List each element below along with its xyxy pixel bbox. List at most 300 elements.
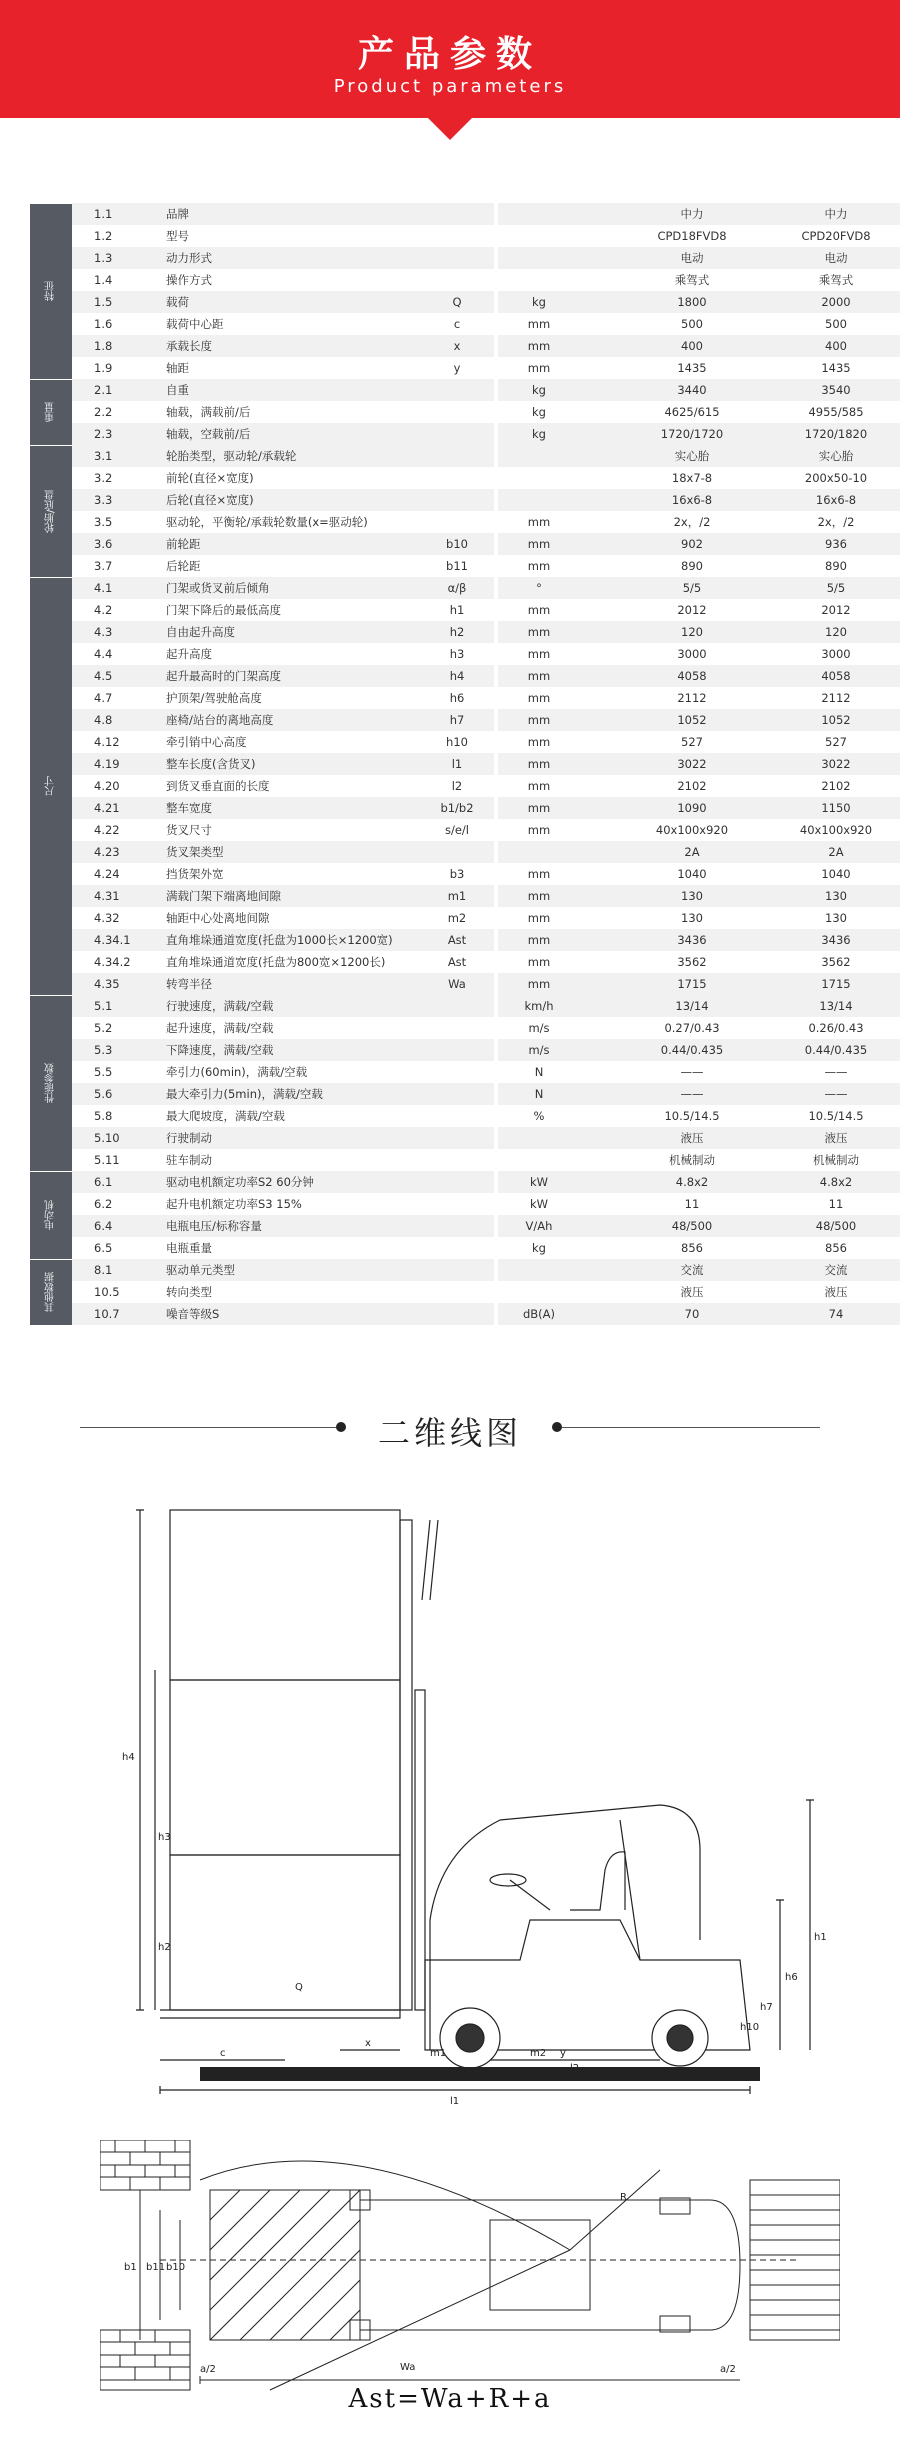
param-name: 货叉尺寸 (166, 823, 212, 837)
param-symbol: x (453, 339, 461, 353)
table-row (72, 995, 900, 1017)
cell-spacer (580, 951, 622, 973)
table-row (72, 1259, 900, 1281)
table-row (72, 489, 900, 511)
table-row (72, 269, 900, 291)
param-symbol (420, 269, 494, 291)
param-symbol (420, 225, 494, 247)
section-title: 二维线图 (377, 1414, 522, 1452)
label-a2-right: a/2 (720, 2364, 736, 2375)
value-cpd20fvd8: 11 (828, 1197, 844, 1211)
row-number: 8.1 (94, 1263, 113, 1277)
value-cpd20fvd8: 3022 (821, 757, 851, 771)
table-row (72, 951, 900, 973)
value-cpd18fvd8: 液压 (680, 1131, 704, 1145)
row-number: 4.5 (94, 669, 113, 683)
table-row (72, 1281, 900, 1303)
table-row (72, 753, 900, 775)
cell-spacer (580, 1237, 622, 1259)
param-symbol (420, 467, 494, 489)
param-symbol (420, 841, 494, 863)
cell-spacer (580, 1039, 622, 1061)
cell-spacer (580, 1281, 622, 1303)
value-cpd18fvd8: 交流 (680, 1263, 704, 1277)
param-symbol: h10 (446, 735, 468, 749)
value-cpd20fvd8: 890 (825, 559, 847, 573)
param-symbol: m2 (447, 911, 467, 925)
param-name: 满载门架下端离地间隙 (166, 889, 281, 903)
table-row (72, 313, 900, 335)
param-symbol (420, 1259, 494, 1281)
spec-group (30, 1171, 870, 1259)
value-cpd18fvd8: 0.27/0.43 (664, 1021, 720, 1035)
param-unit (498, 1281, 580, 1303)
label-m2: m2 (530, 2048, 547, 2059)
param-symbol (420, 1281, 494, 1303)
param-name: 整车宽度 (166, 801, 212, 815)
param-unit: V/Ah (525, 1219, 553, 1233)
plan-view-drawing (100, 2140, 840, 2400)
param-name: 轮胎类型，驱动轮/承载轮 (166, 449, 297, 463)
value-cpd18fvd8: 11 (684, 1197, 700, 1211)
row-number: 10.7 (94, 1307, 120, 1321)
row-number: 1.4 (94, 273, 113, 287)
row-number: 3.5 (94, 515, 113, 529)
param-name: 驻车制动 (166, 1153, 212, 1167)
category-label: 尺寸 (30, 577, 72, 995)
param-symbol: h1 (449, 603, 465, 617)
param-unit: kg (532, 1241, 546, 1255)
table-row (72, 467, 900, 489)
cell-spacer (580, 1193, 622, 1215)
table-row (72, 401, 900, 423)
cell-spacer (580, 1171, 622, 1193)
param-symbol (420, 247, 494, 269)
label-y: y (560, 2048, 566, 2059)
cell-spacer (580, 357, 622, 379)
value-cpd20fvd8: 液压 (824, 1131, 848, 1145)
param-name: 牵引销中心高度 (166, 735, 247, 749)
label-h7: h7 (760, 2002, 773, 2013)
row-number: 2.2 (94, 405, 113, 419)
cell-spacer (580, 533, 622, 555)
table-row (72, 599, 900, 621)
dim-h1 (806, 1800, 814, 2050)
param-name: 起升速度，满载/空载 (166, 1021, 274, 1035)
value-cpd18fvd8: 实心胎 (674, 449, 710, 463)
category-label: 电动机 (30, 1171, 72, 1259)
row-number: 1.2 (94, 229, 113, 243)
value-cpd18fvd8: 16x6-8 (671, 493, 713, 507)
param-unit: mm (527, 713, 551, 727)
label-h6: h6 (785, 1972, 798, 1983)
param-unit (498, 467, 580, 489)
row-number: 4.20 (94, 779, 120, 793)
param-name: 起升最高时的门架高度 (166, 669, 281, 683)
cell-spacer (580, 599, 622, 621)
label-wa: Wa (400, 2362, 416, 2373)
cell-spacer (580, 1303, 622, 1325)
param-symbol: l2 (451, 779, 463, 793)
param-symbol: b3 (449, 867, 465, 881)
value-cpd20fvd8: 实心胎 (818, 449, 854, 463)
value-cpd20fvd8: 0.26/0.43 (808, 1021, 864, 1035)
spec-group (30, 577, 873, 995)
value-cpd20fvd8: 16x6-8 (815, 493, 857, 507)
table-row (72, 335, 900, 357)
dim-ast (200, 2376, 740, 2384)
row-number: 4.32 (94, 911, 120, 925)
param-unit: mm (527, 647, 551, 661)
row-number: 4.24 (94, 867, 120, 881)
param-symbol: h2 (449, 625, 465, 639)
table-row (72, 1149, 900, 1171)
param-symbol (420, 1105, 494, 1127)
value-cpd20fvd8: 2112 (821, 691, 851, 705)
param-symbol: h7 (449, 713, 465, 727)
table-row (72, 775, 900, 797)
value-cpd20fvd8: 2012 (821, 603, 851, 617)
param-unit: N (534, 1087, 544, 1101)
value-cpd20fvd8: 机械制动 (813, 1153, 859, 1167)
param-unit: mm (527, 669, 551, 683)
value-cpd20fvd8: 液压 (824, 1285, 848, 1299)
dim-l1 (160, 2086, 750, 2094)
row-number: 6.4 (94, 1219, 113, 1233)
value-cpd20fvd8: 3000 (821, 647, 851, 661)
table-row (72, 841, 900, 863)
value-cpd18fvd8: 18x7-8 (671, 471, 713, 485)
value-cpd20fvd8: 936 (825, 537, 847, 551)
param-name: 轴载，空载前/后 (166, 427, 251, 441)
value-cpd20fvd8: 3540 (821, 383, 851, 397)
row-number: 3.1 (94, 449, 113, 463)
label-r: R (620, 2192, 627, 2203)
raised-load-outline (170, 1510, 400, 1680)
param-name: 轴距中心处离地间隙 (166, 911, 270, 925)
value-cpd20fvd8: 乘驾式 (818, 273, 854, 287)
mid-load-outline (170, 1680, 400, 1855)
table-row (72, 819, 900, 841)
param-name: 护顶架/驾驶舱高度 (166, 691, 262, 705)
row-number: 1.8 (94, 339, 113, 353)
value-cpd20fvd8: 3436 (821, 933, 851, 947)
value-cpd18fvd8: 中力 (680, 207, 704, 221)
value-cpd18fvd8: —— (680, 1065, 704, 1079)
value-cpd18fvd8: 10.5/14.5 (664, 1109, 720, 1123)
cell-spacer (580, 863, 622, 885)
param-symbol: α/β (447, 581, 467, 595)
value-cpd20fvd8: 中力 (824, 207, 848, 221)
value-cpd20fvd8: CPD20FVD8 (801, 229, 871, 243)
table-row (72, 1171, 900, 1193)
param-name: 动力形式 (166, 251, 212, 265)
value-cpd20fvd8: 1150 (821, 801, 851, 815)
value-cpd20fvd8: 4955/585 (808, 405, 864, 419)
value-cpd18fvd8: 400 (681, 339, 703, 353)
param-name: 挡货架外宽 (166, 867, 224, 881)
row-number: 4.31 (94, 889, 120, 903)
label-l2: l2 (570, 2063, 580, 2074)
table-row (72, 973, 900, 995)
cell-spacer (580, 467, 622, 489)
value-cpd18fvd8: 3000 (677, 647, 707, 661)
label-h2: h2 (158, 1942, 171, 1953)
param-symbol: b1/b2 (440, 801, 474, 815)
value-cpd18fvd8: 902 (681, 537, 703, 551)
param-name: 转向类型 (166, 1285, 212, 1299)
mast-inner (415, 1690, 425, 2010)
cell-spacer (580, 1259, 622, 1281)
row-number: 6.5 (94, 1241, 113, 1255)
cell-spacer (580, 687, 622, 709)
row-number: 4.12 (94, 735, 120, 749)
value-cpd20fvd8: 500 (825, 317, 847, 331)
param-unit (498, 225, 580, 247)
value-cpd20fvd8: 130 (825, 911, 847, 925)
table-row (72, 885, 900, 907)
wa-line (270, 2250, 570, 2390)
param-unit (498, 269, 580, 291)
param-unit (498, 841, 580, 863)
value-cpd18fvd8: 890 (681, 559, 703, 573)
param-symbol (420, 1237, 494, 1259)
value-cpd18fvd8: 1090 (677, 801, 707, 815)
row-number: 4.2 (94, 603, 113, 617)
section-dot-right (552, 1422, 562, 1432)
param-symbol (420, 1193, 494, 1215)
label-a2-left: a/2 (200, 2364, 216, 2375)
row-number: 4.35 (94, 977, 120, 991)
label-q: Q (295, 1982, 303, 1993)
spec-table (30, 203, 873, 1325)
value-cpd18fvd8: 1052 (677, 713, 707, 727)
value-cpd18fvd8: 液压 (680, 1285, 704, 1299)
value-cpd18fvd8: 1040 (677, 867, 707, 881)
cell-spacer (580, 1127, 622, 1149)
value-cpd20fvd8: 120 (825, 625, 847, 639)
spec-group (30, 995, 870, 1171)
cell-spacer (580, 445, 622, 467)
param-symbol (420, 1061, 494, 1083)
value-cpd20fvd8: 130 (825, 889, 847, 903)
param-name: 自由起升高度 (166, 625, 235, 639)
row-number: 5.1 (94, 999, 113, 1013)
value-cpd18fvd8: 2112 (677, 691, 707, 705)
cell-spacer (580, 1083, 622, 1105)
value-cpd20fvd8: 48/500 (815, 1219, 857, 1233)
cell-spacer (580, 1105, 622, 1127)
row-number: 4.21 (94, 801, 120, 815)
value-cpd18fvd8: 856 (681, 1241, 703, 1255)
param-unit: kg (532, 405, 546, 419)
label-m1: m1 (430, 2048, 447, 2059)
value-cpd18fvd8: 3436 (677, 933, 707, 947)
table-row (72, 1215, 900, 1237)
param-unit (498, 1149, 580, 1171)
param-name: 品牌 (166, 207, 189, 221)
value-cpd18fvd8: CPD18FVD8 (657, 229, 727, 243)
param-symbol (420, 1215, 494, 1237)
param-unit: mm (527, 361, 551, 375)
cell-spacer (580, 1017, 622, 1039)
value-cpd18fvd8: 4625/615 (664, 405, 720, 419)
value-cpd18fvd8: 48/500 (671, 1219, 713, 1233)
param-symbol (420, 1149, 494, 1171)
table-row (72, 1193, 900, 1215)
table-row (72, 1105, 900, 1127)
param-unit: mm (527, 757, 551, 771)
low-load-outline (170, 1855, 400, 2010)
table-row (72, 731, 900, 753)
ground-hatch (200, 2067, 760, 2081)
param-symbol (420, 1083, 494, 1105)
row-number: 4.34.2 (94, 955, 131, 969)
row-number: 5.3 (94, 1043, 113, 1057)
table-row (72, 621, 900, 643)
param-unit: mm (527, 823, 551, 837)
table-row (72, 533, 900, 555)
param-symbol: Q (452, 295, 462, 309)
value-cpd18fvd8: 500 (681, 317, 703, 331)
value-cpd18fvd8: 2x，/2 (673, 515, 711, 529)
param-unit: mm (527, 867, 551, 881)
cell-spacer (580, 555, 622, 577)
value-cpd18fvd8: 70 (684, 1307, 700, 1321)
param-name: 行驶制动 (166, 1131, 212, 1145)
value-cpd18fvd8: —— (680, 1087, 704, 1101)
row-number: 1.5 (94, 295, 113, 309)
param-symbol (420, 203, 494, 225)
cell-spacer (580, 225, 622, 247)
value-cpd20fvd8: 1720/1820 (804, 427, 868, 441)
param-unit: ° (536, 581, 542, 595)
category-label: 性能参数 (30, 995, 72, 1171)
label-h4: h4 (122, 1752, 135, 1763)
table-row (72, 577, 900, 599)
cell-spacer (580, 665, 622, 687)
row-number: 4.4 (94, 647, 113, 661)
param-name: 承载长度 (166, 339, 212, 353)
label-c: c (220, 2048, 226, 2059)
table-row (72, 1061, 900, 1083)
row-number: 1.9 (94, 361, 113, 375)
cell-spacer (580, 511, 622, 533)
section-header (0, 1408, 900, 1452)
value-cpd20fvd8: 200x50-10 (804, 471, 868, 485)
row-number: 10.5 (94, 1285, 120, 1299)
table-row (72, 379, 900, 401)
param-unit: % (533, 1109, 545, 1123)
param-unit: mm (527, 537, 551, 551)
param-symbol: Wa (448, 977, 466, 991)
param-unit: mm (527, 735, 551, 749)
dim-h6 (776, 1900, 784, 2050)
steering-column (510, 1880, 550, 1910)
param-unit: mm (527, 977, 551, 991)
cell-spacer (580, 731, 622, 753)
cell-spacer (580, 247, 622, 269)
table-row (72, 203, 900, 225)
cell-spacer (580, 313, 622, 335)
value-cpd18fvd8: 0.44/0.435 (660, 1043, 724, 1057)
cell-spacer (580, 335, 622, 357)
param-unit: mm (527, 889, 551, 903)
value-cpd20fvd8: 1052 (821, 713, 851, 727)
table-row (72, 665, 900, 687)
table-row (72, 709, 900, 731)
value-cpd18fvd8: 130 (681, 911, 703, 925)
param-symbol: l1 (451, 757, 463, 771)
param-unit: kW (529, 1175, 549, 1189)
category-label: 轮胎/底盘 (30, 445, 72, 577)
cell-spacer (580, 973, 622, 995)
param-symbol: y (453, 361, 461, 375)
cell-spacer (580, 423, 622, 445)
value-cpd18fvd8: 130 (681, 889, 703, 903)
cell-spacer (580, 621, 622, 643)
param-symbol: c (453, 317, 461, 331)
table-row (72, 555, 900, 577)
cell-spacer (580, 797, 622, 819)
param-name: 门架下降后的最低高度 (166, 603, 281, 617)
value-cpd20fvd8: 13/14 (819, 999, 853, 1013)
value-cpd20fvd8: 2000 (821, 295, 851, 309)
value-cpd20fvd8: 400 (825, 339, 847, 353)
param-symbol (420, 995, 494, 1017)
param-unit: mm (527, 339, 551, 353)
param-name: 行驶速度，满载/空载 (166, 999, 274, 1013)
table-row (72, 687, 900, 709)
param-name: 自重 (166, 383, 189, 397)
param-symbol: b10 (446, 537, 468, 551)
param-unit: m/s (528, 1021, 550, 1035)
table-row (72, 423, 900, 445)
param-symbol: Ast (447, 955, 467, 969)
label-b11: b11 (146, 2262, 166, 2273)
param-symbol (420, 1039, 494, 1061)
table-row (72, 1237, 900, 1259)
param-symbol (420, 379, 494, 401)
value-cpd20fvd8: 2A (828, 845, 844, 859)
table-row (72, 357, 900, 379)
value-cpd20fvd8: 2x，/2 (817, 515, 855, 529)
value-cpd18fvd8: 1720/1720 (660, 427, 724, 441)
table-row (72, 445, 900, 467)
param-name: 驱动轮，平衡轮/承载轮数量(x=驱动轮) (166, 515, 368, 529)
param-symbol: s/e/l (444, 823, 469, 837)
row-number: 4.23 (94, 845, 120, 859)
value-cpd18fvd8: 13/14 (675, 999, 709, 1013)
row-number: 5.11 (94, 1153, 120, 1167)
param-unit: mm (527, 955, 551, 969)
value-cpd20fvd8: 3562 (821, 955, 851, 969)
cell-spacer (580, 401, 622, 423)
cell-spacer (580, 379, 622, 401)
cell-spacer (580, 1149, 622, 1171)
param-unit: mm (527, 691, 551, 705)
cell-spacer (580, 643, 622, 665)
value-cpd20fvd8: 1715 (821, 977, 851, 991)
table-row (72, 1017, 900, 1039)
label-h3: h3 (158, 1832, 171, 1843)
param-unit (498, 445, 580, 467)
banner-title: 产品参数 (357, 34, 542, 75)
param-unit: kg (532, 295, 546, 309)
param-symbol (420, 423, 494, 445)
cell-spacer (580, 577, 622, 599)
table-row (72, 863, 900, 885)
